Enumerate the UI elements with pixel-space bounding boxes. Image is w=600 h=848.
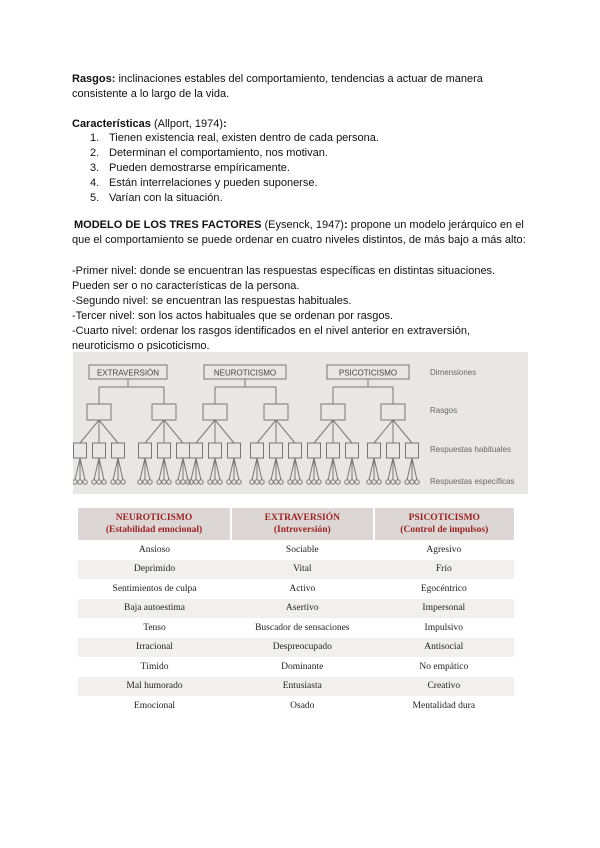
habit-box <box>228 443 241 458</box>
table-row <box>78 657 514 677</box>
table-cell: Sociable <box>285 544 319 555</box>
connector-line <box>393 420 412 443</box>
connector-line <box>99 458 104 480</box>
characteristics-citation: (Allport, 1974) <box>150 118 224 130</box>
column-header-name: NEUROTICISMO <box>115 513 193 523</box>
response-circle <box>410 480 414 484</box>
column-header-sub: (Estabilidad emocional) <box>105 525 203 535</box>
table-row <box>78 540 514 560</box>
connector-line <box>145 420 164 443</box>
column-header-sub: (Control de impulsos) <box>400 525 489 535</box>
table-cell: Irracional <box>78 638 231 658</box>
model-citation: (Eysenck, 1947) <box>261 219 344 231</box>
response-circle <box>181 480 185 484</box>
habit-box <box>251 443 264 458</box>
table-cell: Frío <box>374 560 514 580</box>
trait-box <box>87 404 111 420</box>
table-cell: Mentalidad dura <box>412 700 476 711</box>
table-row <box>78 560 514 580</box>
response-circle <box>350 480 354 484</box>
table-cell: Dominante <box>281 661 324 672</box>
table-row <box>78 618 514 638</box>
response-circle <box>260 480 264 484</box>
response-circle <box>237 480 241 484</box>
table-row <box>78 677 514 697</box>
model-intro: propone un modelo jerárquico en el que el comportamiento se puede ordenar en cuatro niveles distintos, de más bajo a más alto: <box>72 219 526 246</box>
connector-line <box>118 458 123 480</box>
list-text: Pueden demostrarse empíricamente. <box>109 162 290 174</box>
response-circle <box>176 480 180 484</box>
connector-line <box>75 458 80 480</box>
column-header <box>78 508 231 540</box>
connector-line <box>210 458 215 480</box>
table-cell: Creativo <box>374 677 514 697</box>
response-circle <box>396 480 400 484</box>
list-item <box>90 161 510 176</box>
connector-line <box>196 420 215 443</box>
trait-box <box>203 404 227 420</box>
column-header <box>231 508 374 540</box>
connector-line <box>333 420 352 443</box>
model-level-text: -Primer nivel: donde se encuentran las respuestas específicas en distintas situaciones. Pueden ser o no características de la persona. <box>72 265 496 292</box>
response-circle <box>148 480 152 484</box>
response-circle <box>92 480 96 484</box>
habit-box <box>139 443 152 458</box>
table-cell: Impulsivo <box>424 622 464 633</box>
connector-line <box>314 458 319 480</box>
table-cell: Impersonal <box>374 599 514 619</box>
hierarchy-diagram <box>73 352 528 494</box>
trait-box <box>152 404 176 420</box>
connector-line <box>290 458 295 480</box>
table-cell: Antisocial <box>374 638 514 658</box>
list-text: Tienen existencia real, existen dentro de cada persona. <box>109 132 379 144</box>
response-circle <box>377 480 381 484</box>
connector-line <box>94 458 99 480</box>
habit-box <box>289 443 302 458</box>
characteristics-list <box>90 131 510 206</box>
table-cell: Sentimientos de culpa <box>112 583 197 594</box>
habit-box <box>327 443 340 458</box>
traits-table <box>78 508 514 716</box>
habit-box <box>270 443 283 458</box>
connector-line <box>314 420 333 443</box>
response-circle <box>405 480 409 484</box>
list-item <box>90 191 510 206</box>
table-cell: Egocéntrico <box>420 583 467 594</box>
intro-paragraph <box>72 72 532 102</box>
response-circle <box>162 480 166 484</box>
list-number: 1. <box>90 132 100 144</box>
table-cell: Tímido <box>140 661 169 672</box>
list-text: Están interrelaciones y pueden suponerse. <box>109 177 318 189</box>
table-cell: Baja autoestima <box>78 599 231 619</box>
list-item <box>90 146 510 161</box>
habit-box <box>368 443 381 458</box>
table-row <box>78 579 514 599</box>
connector-line <box>215 420 234 443</box>
response-circle <box>157 480 161 484</box>
response-circle <box>218 480 222 484</box>
response-circle <box>415 480 419 484</box>
connector-line <box>183 458 188 480</box>
response-circle <box>367 480 371 484</box>
response-circle <box>213 480 217 484</box>
response-circle <box>83 480 87 484</box>
level-label: Respuestas específicas <box>430 477 515 486</box>
column-header-sub: (Introversión) <box>273 525 331 535</box>
connector-line <box>271 458 276 480</box>
response-circle <box>391 480 395 484</box>
connector-line <box>234 458 239 480</box>
response-circle <box>372 480 376 484</box>
response-circle <box>269 480 273 484</box>
intro-term: Rasgos: <box>72 73 116 85</box>
model-heading: MODELO DE LOS TRES FACTORES <box>74 219 262 231</box>
habit-box <box>93 443 106 458</box>
connector-line <box>393 458 398 480</box>
level-label: Rasgos <box>430 406 458 415</box>
connector-line <box>328 458 333 480</box>
response-circle <box>298 480 302 484</box>
response-circle <box>317 480 321 484</box>
habit-box <box>387 443 400 458</box>
list-number: 5. <box>90 192 100 204</box>
list-text: Determinan el comportamiento, nos motivan. <box>109 147 328 159</box>
connector-line <box>257 458 262 480</box>
list-number: 4. <box>90 177 100 189</box>
connector-line <box>276 458 281 480</box>
list-text: Varían con la situación. <box>109 192 223 204</box>
habit-box <box>74 443 87 458</box>
connector-line <box>191 458 196 480</box>
response-circle <box>138 480 142 484</box>
connector-line <box>215 458 220 480</box>
connector-line <box>159 458 164 480</box>
response-circle <box>116 480 120 484</box>
table-cell: No empático <box>419 661 469 672</box>
response-circle <box>232 480 236 484</box>
connector-line <box>178 458 183 480</box>
response-circle <box>208 480 212 484</box>
habit-box <box>406 443 419 458</box>
response-circle <box>312 480 316 484</box>
connector-line <box>140 458 145 480</box>
response-circle <box>78 480 82 484</box>
response-circle <box>227 480 231 484</box>
connector-line <box>333 458 338 480</box>
level-label: Dimensiones <box>430 368 477 377</box>
column-header <box>374 508 514 540</box>
response-circle <box>279 480 283 484</box>
connector-line <box>374 420 393 443</box>
connector-line <box>407 458 412 480</box>
list-item <box>90 176 510 191</box>
characteristics-title: Características <box>72 118 151 130</box>
response-circle <box>331 480 335 484</box>
connector-line <box>145 458 150 480</box>
model-level-text: -Segundo nivel: se encuentran las respuestas habituales. <box>72 295 352 307</box>
table-cell: Ansioso <box>138 544 171 555</box>
connector-line <box>113 458 118 480</box>
model-levels <box>72 264 534 354</box>
response-circle <box>326 480 330 484</box>
model-paragraph: MODELO DE LOS TRES FACTORES (Eysenck, 1947): propone un modelo jerárquico en el que el comportamiento se puede ordenar en cuatro niveles distintos, de más bajo a más alto: <box>72 219 526 246</box>
response-circle <box>102 480 106 484</box>
connector-line <box>309 458 314 480</box>
connector-line <box>295 458 300 480</box>
list-number: 3. <box>90 162 100 174</box>
response-circle <box>167 480 171 484</box>
habit-box <box>346 443 359 458</box>
table-row <box>78 599 514 619</box>
connector-line <box>196 458 201 480</box>
dimension-label: EXTRAVERSIÓN <box>96 368 160 378</box>
trait-box <box>264 404 288 420</box>
table-row <box>78 696 514 716</box>
connector-line <box>164 420 183 443</box>
connector-line <box>412 458 417 480</box>
response-circle <box>73 480 77 484</box>
response-circle <box>189 480 193 484</box>
habit-box <box>112 443 125 458</box>
response-circle <box>250 480 254 484</box>
connector-line <box>164 458 169 480</box>
connector-line <box>347 458 352 480</box>
trait-box <box>381 404 405 420</box>
response-circle <box>293 480 297 484</box>
habit-box <box>158 443 171 458</box>
response-circle <box>255 480 259 484</box>
table-cell: Entusiasta <box>231 677 374 697</box>
response-circle <box>386 480 390 484</box>
response-circle <box>199 480 203 484</box>
column-header-name: PSICOTICISMO <box>408 513 480 523</box>
table-cell: Osado <box>290 700 315 711</box>
connector-line <box>229 458 234 480</box>
connector-line <box>257 420 276 443</box>
table-cell: Vital <box>231 560 374 580</box>
habit-box <box>209 443 222 458</box>
list-item <box>90 131 510 146</box>
response-circle <box>355 480 359 484</box>
table-cell: Mal humorado <box>78 677 231 697</box>
response-circle <box>194 480 198 484</box>
response-circle <box>97 480 101 484</box>
table-cell: Asertivo <box>231 599 374 619</box>
table-row <box>78 638 514 658</box>
habit-box <box>308 443 321 458</box>
connector-line <box>369 458 374 480</box>
model-level-text: -Cuarto nivel: ordenar los rasgos identificados en el nivel anterior en extraversión, neuroticismo o psicoticismo. <box>72 325 471 352</box>
response-circle <box>288 480 292 484</box>
trait-box <box>321 404 345 420</box>
connector-line <box>352 458 357 480</box>
response-circle <box>111 480 115 484</box>
response-circle <box>307 480 311 484</box>
connector-line <box>80 420 99 443</box>
characteristics-heading: Características (Allport, 1974): <box>72 118 227 130</box>
response-circle <box>345 480 349 484</box>
connector-line <box>99 420 118 443</box>
response-circle <box>274 480 278 484</box>
connector-line <box>374 458 379 480</box>
table-cell: Despreocupado <box>231 638 374 658</box>
dimension-label: PSICOTICISMO <box>338 368 398 378</box>
level-label: Respuestas habituales <box>430 445 511 454</box>
response-circle <box>336 480 340 484</box>
list-number: 2. <box>90 147 100 159</box>
table-header-row <box>78 508 514 540</box>
intro-definition: inclinaciones estables del comportamiento, tendencias a actuar de manera consistente a lo largo de la vida. <box>72 73 483 100</box>
connector-line <box>276 420 295 443</box>
table-cell: Tenso <box>143 622 166 633</box>
habit-box <box>177 443 190 458</box>
table-cell: Buscador de sensaciones <box>255 622 350 633</box>
connector-line <box>252 458 257 480</box>
model-level-text: -Tercer nivel: son los actos habituales que se ordenan por rasgos. <box>72 310 394 322</box>
response-circle <box>121 480 125 484</box>
response-circle <box>143 480 147 484</box>
table-cell: Agresivo <box>426 544 462 555</box>
table-cell: Deprimido <box>78 560 231 580</box>
column-header-name: EXTRAVERSIÓN <box>264 513 340 523</box>
table-cell: Emocional <box>133 700 176 711</box>
table-cell: Activo <box>289 583 316 594</box>
hierarchy-diagram-svg <box>73 352 528 494</box>
habit-box <box>190 443 203 458</box>
connector-line <box>388 458 393 480</box>
dimension-label: NEUROTICISMO <box>213 368 277 378</box>
connector-line <box>80 458 85 480</box>
